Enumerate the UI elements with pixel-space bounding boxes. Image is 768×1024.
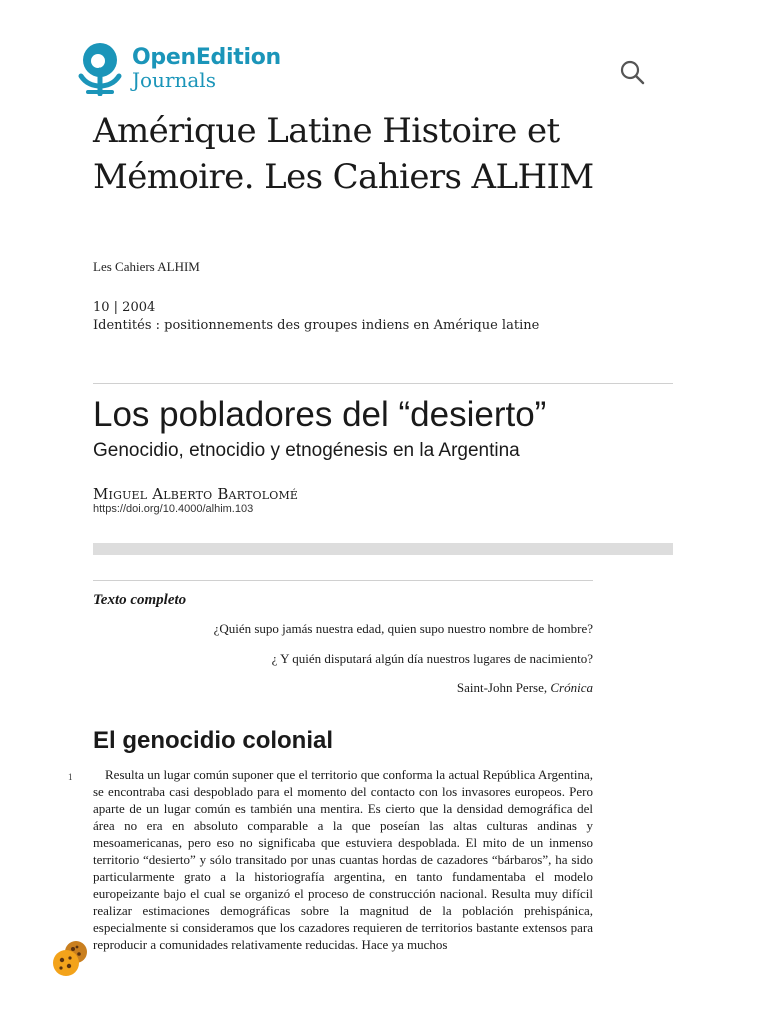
paragraph-text: Resulta un lugar común suponer que el territorio que conforma la actual República Argentina, se encontraba casi despoblado para el momento del contacto con los invasores europeos. Pero aparte de un lugar común es también una mentira. Es cierto que la densidad demográfica del área no era en absoluto comparable a la que poseían las altas culturas andinas y mesoamericanas, pero eso no significaba que estuviera despoblada. El mito de un inmenso territorio “desierto” y sólo transitado por unas cuantas hordas de cazadores “bárbaros”, ha sido particularmente grato a la historiografía argentina, en tanto fundamentaba el modelo europeizante bajo el cual se organizó el proceso de construcción nacional. Resulta muy difícil realizar estimaciones demográficas sobre la magnitud de la población prehispánica, especialmente si consideramos que los cazadores requieren de territorios bastante extensos para reproducir a comunidades relativamente reducidas. Hace ya muchos bbox=[93, 767, 593, 952]
cookie-settings-button[interactable] bbox=[52, 939, 92, 977]
fulltext-heading: Texto completo bbox=[93, 592, 187, 608]
epigraph-work: Crónica bbox=[550, 680, 593, 695]
article-title: Los pobladores del “desierto” bbox=[93, 395, 547, 434]
divider bbox=[93, 580, 593, 581]
logo-subname: Journals bbox=[132, 67, 216, 92]
logo-name: OpenEdition bbox=[132, 44, 281, 70]
openedition-logo-icon bbox=[76, 40, 124, 96]
logo-text bbox=[132, 44, 281, 92]
section-heading: El genocidio colonial bbox=[93, 727, 334, 754]
site-header bbox=[0, 0, 768, 110]
issue-theme[interactable]: Identités : positionnements des groupes indiens en Amérique latine bbox=[93, 318, 540, 333]
article-subtitle: Genocidio, etnocidio y etnogénesis en la Argentina bbox=[93, 440, 520, 461]
epigraph-line-2: ¿ Y quién disputará algún día nuestros lugares de nacimiento? bbox=[271, 651, 593, 666]
issue-info bbox=[93, 299, 539, 335]
article-author[interactable]: Miguel Alberto Bartolomé bbox=[93, 485, 299, 503]
paragraph-number[interactable]: 1 bbox=[68, 772, 73, 782]
journal-title[interactable]: Amérique Latine Histoire et Mémoire. Les Cahiers ALHIM bbox=[93, 111, 594, 197]
journal-subtitle: Les Cahiers ALHIM bbox=[93, 259, 200, 274]
search-button[interactable] bbox=[618, 58, 646, 86]
cookie-icon bbox=[52, 939, 92, 977]
epigraph-line-1: ¿Quién supo jamás nuestra edad, quien supo nuestro nombre de hombre? bbox=[213, 621, 593, 636]
epigraph-author: Saint-John Perse, bbox=[456, 680, 551, 695]
doi-link[interactable]: https://doi.org/10.4000/alhim.103 bbox=[93, 503, 254, 515]
openedition-logo[interactable] bbox=[76, 40, 281, 96]
epigraph-attribution bbox=[457, 680, 593, 696]
search-icon bbox=[618, 58, 646, 86]
divider bbox=[93, 383, 673, 384]
toolbar-placeholder bbox=[93, 543, 673, 555]
issue-number[interactable]: 10 | 2004 bbox=[93, 300, 156, 315]
